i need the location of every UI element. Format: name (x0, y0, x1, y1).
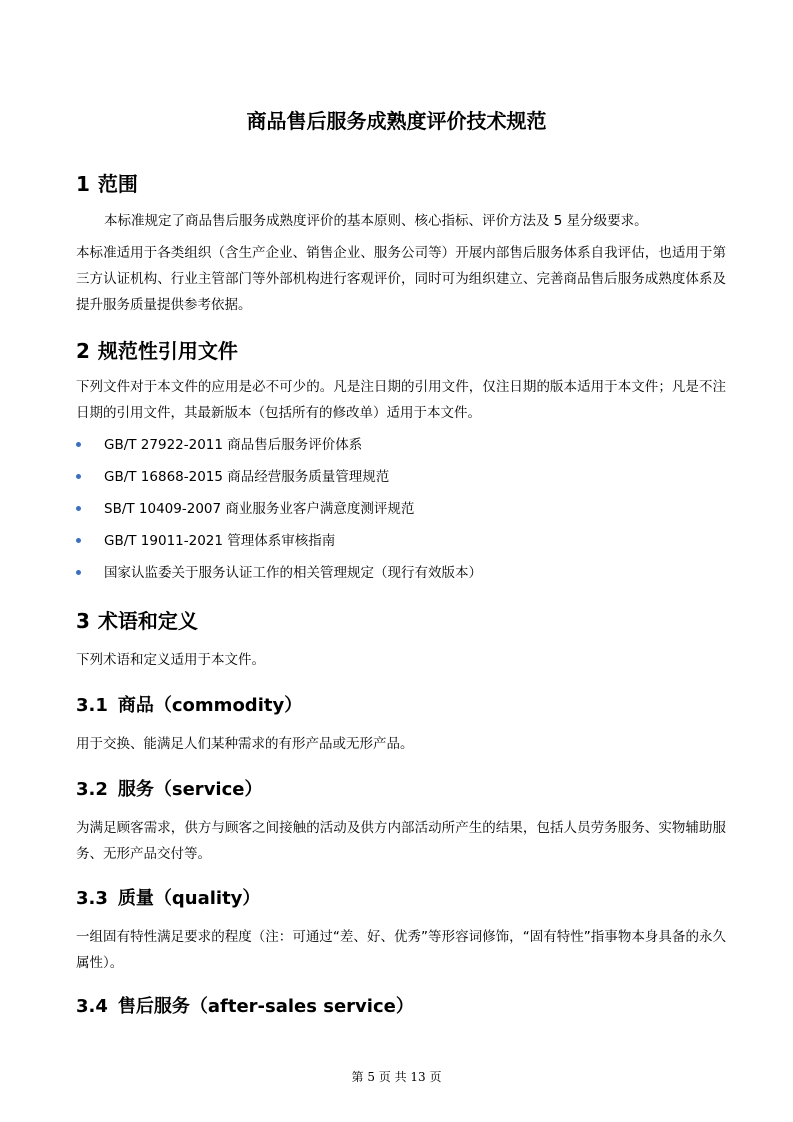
section-title: 质量（quality） (117, 888, 261, 909)
bullet-icon (76, 442, 81, 447)
section-3-3-paragraph: 一组固有特性满足要求的程度（注：可通过“差、好、优秀”等形容词修饰，“固有特性”指事物本身具备的永久属性）。 (76, 929, 726, 971)
section-title: 商品（commodity） (117, 695, 303, 716)
section-3-heading (76, 607, 198, 635)
section-title: 售后服务（after-sales service） (117, 996, 414, 1017)
list-item (76, 432, 482, 464)
document-title: 商品售后服务成熟度评价技术规范 (246, 109, 547, 133)
bullet-icon (76, 538, 81, 543)
section-1-paragraph-1: 本标准规定了商品售后服务成熟度评价的基本原则、核心指标、评价方法及 5 星分级要求。 (104, 213, 648, 229)
section-3-1-paragraph: 用于交换、能满足人们某种需求的有形产品或无形产品。 (76, 736, 414, 752)
reference-text: GB/T 27922-2011 商品售后服务评价体系 (104, 437, 363, 453)
section-title: 术语和定义 (97, 609, 198, 633)
section-number: 3.1 (76, 695, 108, 716)
bullet-icon (76, 506, 81, 511)
section-number: 3.3 (76, 888, 108, 909)
section-title: 范围 (97, 172, 138, 196)
section-3-2-heading (76, 777, 262, 803)
section-3-3-heading (76, 886, 260, 912)
section-number: 1 (76, 172, 90, 196)
section-number: 3 (76, 609, 90, 633)
list-item (76, 464, 482, 496)
reference-text: 国家认监委关于服务认证工作的相关管理规定（现行有效版本） (104, 565, 482, 581)
reference-text: SB/T 10409-2007 商业服务业客户满意度测评规范 (104, 501, 415, 517)
section-title: 规范性引用文件 (97, 339, 238, 363)
bullet-icon (76, 474, 81, 479)
section-2-paragraph-1: 下列文件对于本文件的应用是必不可少的。凡是注日期的引用文件，仅注日期的版本适用于本文件；凡是不注日期的引用文件，其最新版本（包括所有的修改单）适用于本文件。 (76, 379, 726, 421)
reference-text: GB/T 16868-2015 商品经营服务质量管理规范 (104, 469, 390, 485)
list-item (76, 528, 482, 560)
section-3-1-heading (76, 693, 302, 719)
section-number: 3.2 (76, 779, 108, 800)
section-1-paragraph-2: 本标准适用于各类组织（含生产企业、销售企业、服务公司等）开展内部售后服务体系自我评估，也适用于第三方认证机构、行业主管部门等外部机构进行客观评价，同时可为组织建立、完善商品售后服务成熟度体系及提升服务质量提供参考依据。 (76, 245, 726, 313)
list-item (76, 560, 482, 592)
reference-list (76, 432, 482, 592)
page-number-footer: 第 5 页 共 13 页 (351, 1070, 442, 1084)
section-3-4-heading (76, 994, 414, 1020)
reference-text: GB/T 19011-2021 管理体系审核指南 (104, 533, 336, 549)
section-number: 2 (76, 339, 90, 363)
section-1-heading (76, 170, 138, 198)
section-number: 3.4 (76, 996, 108, 1017)
section-2-heading (76, 337, 238, 365)
list-item (76, 496, 482, 528)
section-3-2-paragraph: 为满足顾客需求，供方与顾客之间接触的活动及供方内部活动所产生的结果，包括人员劳务服务、实物辅助服务、无形产品交付等。 (76, 820, 726, 862)
section-title: 服务（service） (117, 779, 263, 800)
bullet-icon (76, 570, 81, 575)
section-3-paragraph-1: 下列术语和定义适用于本文件。 (76, 652, 265, 668)
